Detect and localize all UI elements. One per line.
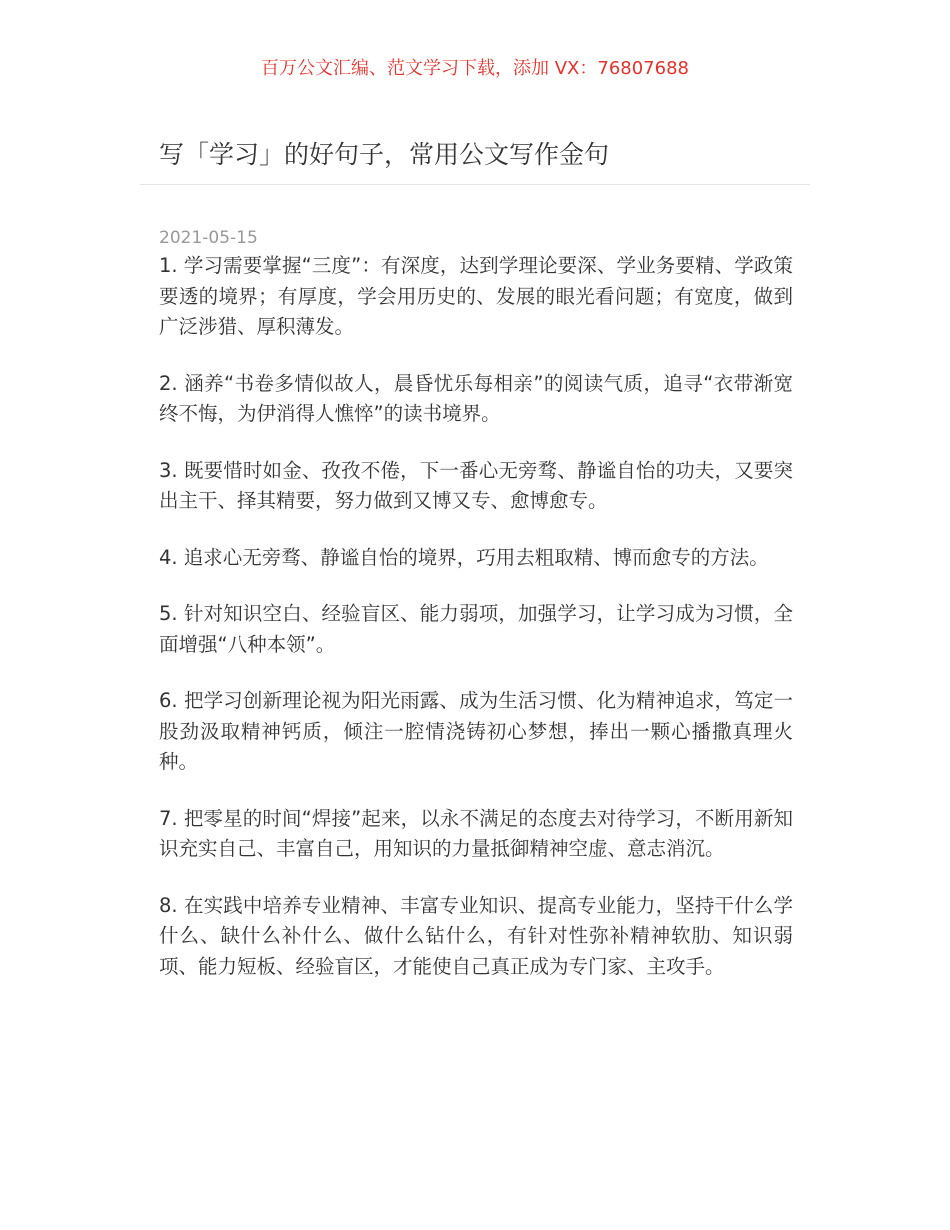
- paragraph-8: 8. 在实践中培养专业精神、丰富专业知识、提高专业能力，坚持干什么学什么、缺什么补什么、做什么钻什么，有针对性弥补精神软肋、知识弱项、能力短板、经验盲区，才能使自己真正成为专门家、主攻手。: [159, 893, 793, 978]
- paragraph-2: 2. 涵养“书卷多情似故人，晨昏忧乐每相亲”的阅读气质，追寻“衣带渐宽终不悔，为伊消得人憔悴”的读书境界。: [159, 371, 793, 425]
- watermark-banner: 百万公文汇编、范文学习下载，添加 VX：76807688: [261, 58, 689, 79]
- title-divider: [140, 184, 810, 185]
- paragraph-1: 1. 学习需要掌握“三度”：有深度，达到学理论要深、学业务要精、学政策要透的境界；有厚度，学会用历史的、发展的眼光看问题；有宽度，做到广泛涉猎、厚积薄发。: [159, 254, 793, 338]
- article-body: [159, 251, 793, 1008]
- paragraph-4: 4. 追求心无旁骛、静谧自怡的境界，巧用去粗取精、博而愈专的方法。: [159, 545, 769, 569]
- paragraph-7: 7. 把零星的时间“焊接”起来，以永不满足的态度去对待学习，不断用新知识充实自己、丰富自己，用知识的力量抵御精神空虚、意志消沉。: [159, 806, 793, 860]
- paragraph-3: 3. 既要惜时如金、孜孜不倦，下一番心无旁骛、静谧自怡的功夫，又要突出主干、择其精要，努力做到又博又专、愈博愈专。: [159, 458, 793, 512]
- paragraph-5: 5. 针对知识空白、经验盲区、能力弱项，加强学习，让学习成为习惯，全面增强“八种本领”。: [159, 602, 793, 656]
- article-title: 写「学习」的好句子，常用公文写作金句: [159, 140, 610, 169]
- paragraph-6: 6. 把学习创新理论视为阳光雨露、成为生活习惯、化为精神追求，笃定一股劲汲取精神钙质，倾注一腔情浇铸初心梦想，捧出一颗心播撒真理火种。: [159, 689, 793, 773]
- publish-date: 2021-05-15: [159, 228, 258, 248]
